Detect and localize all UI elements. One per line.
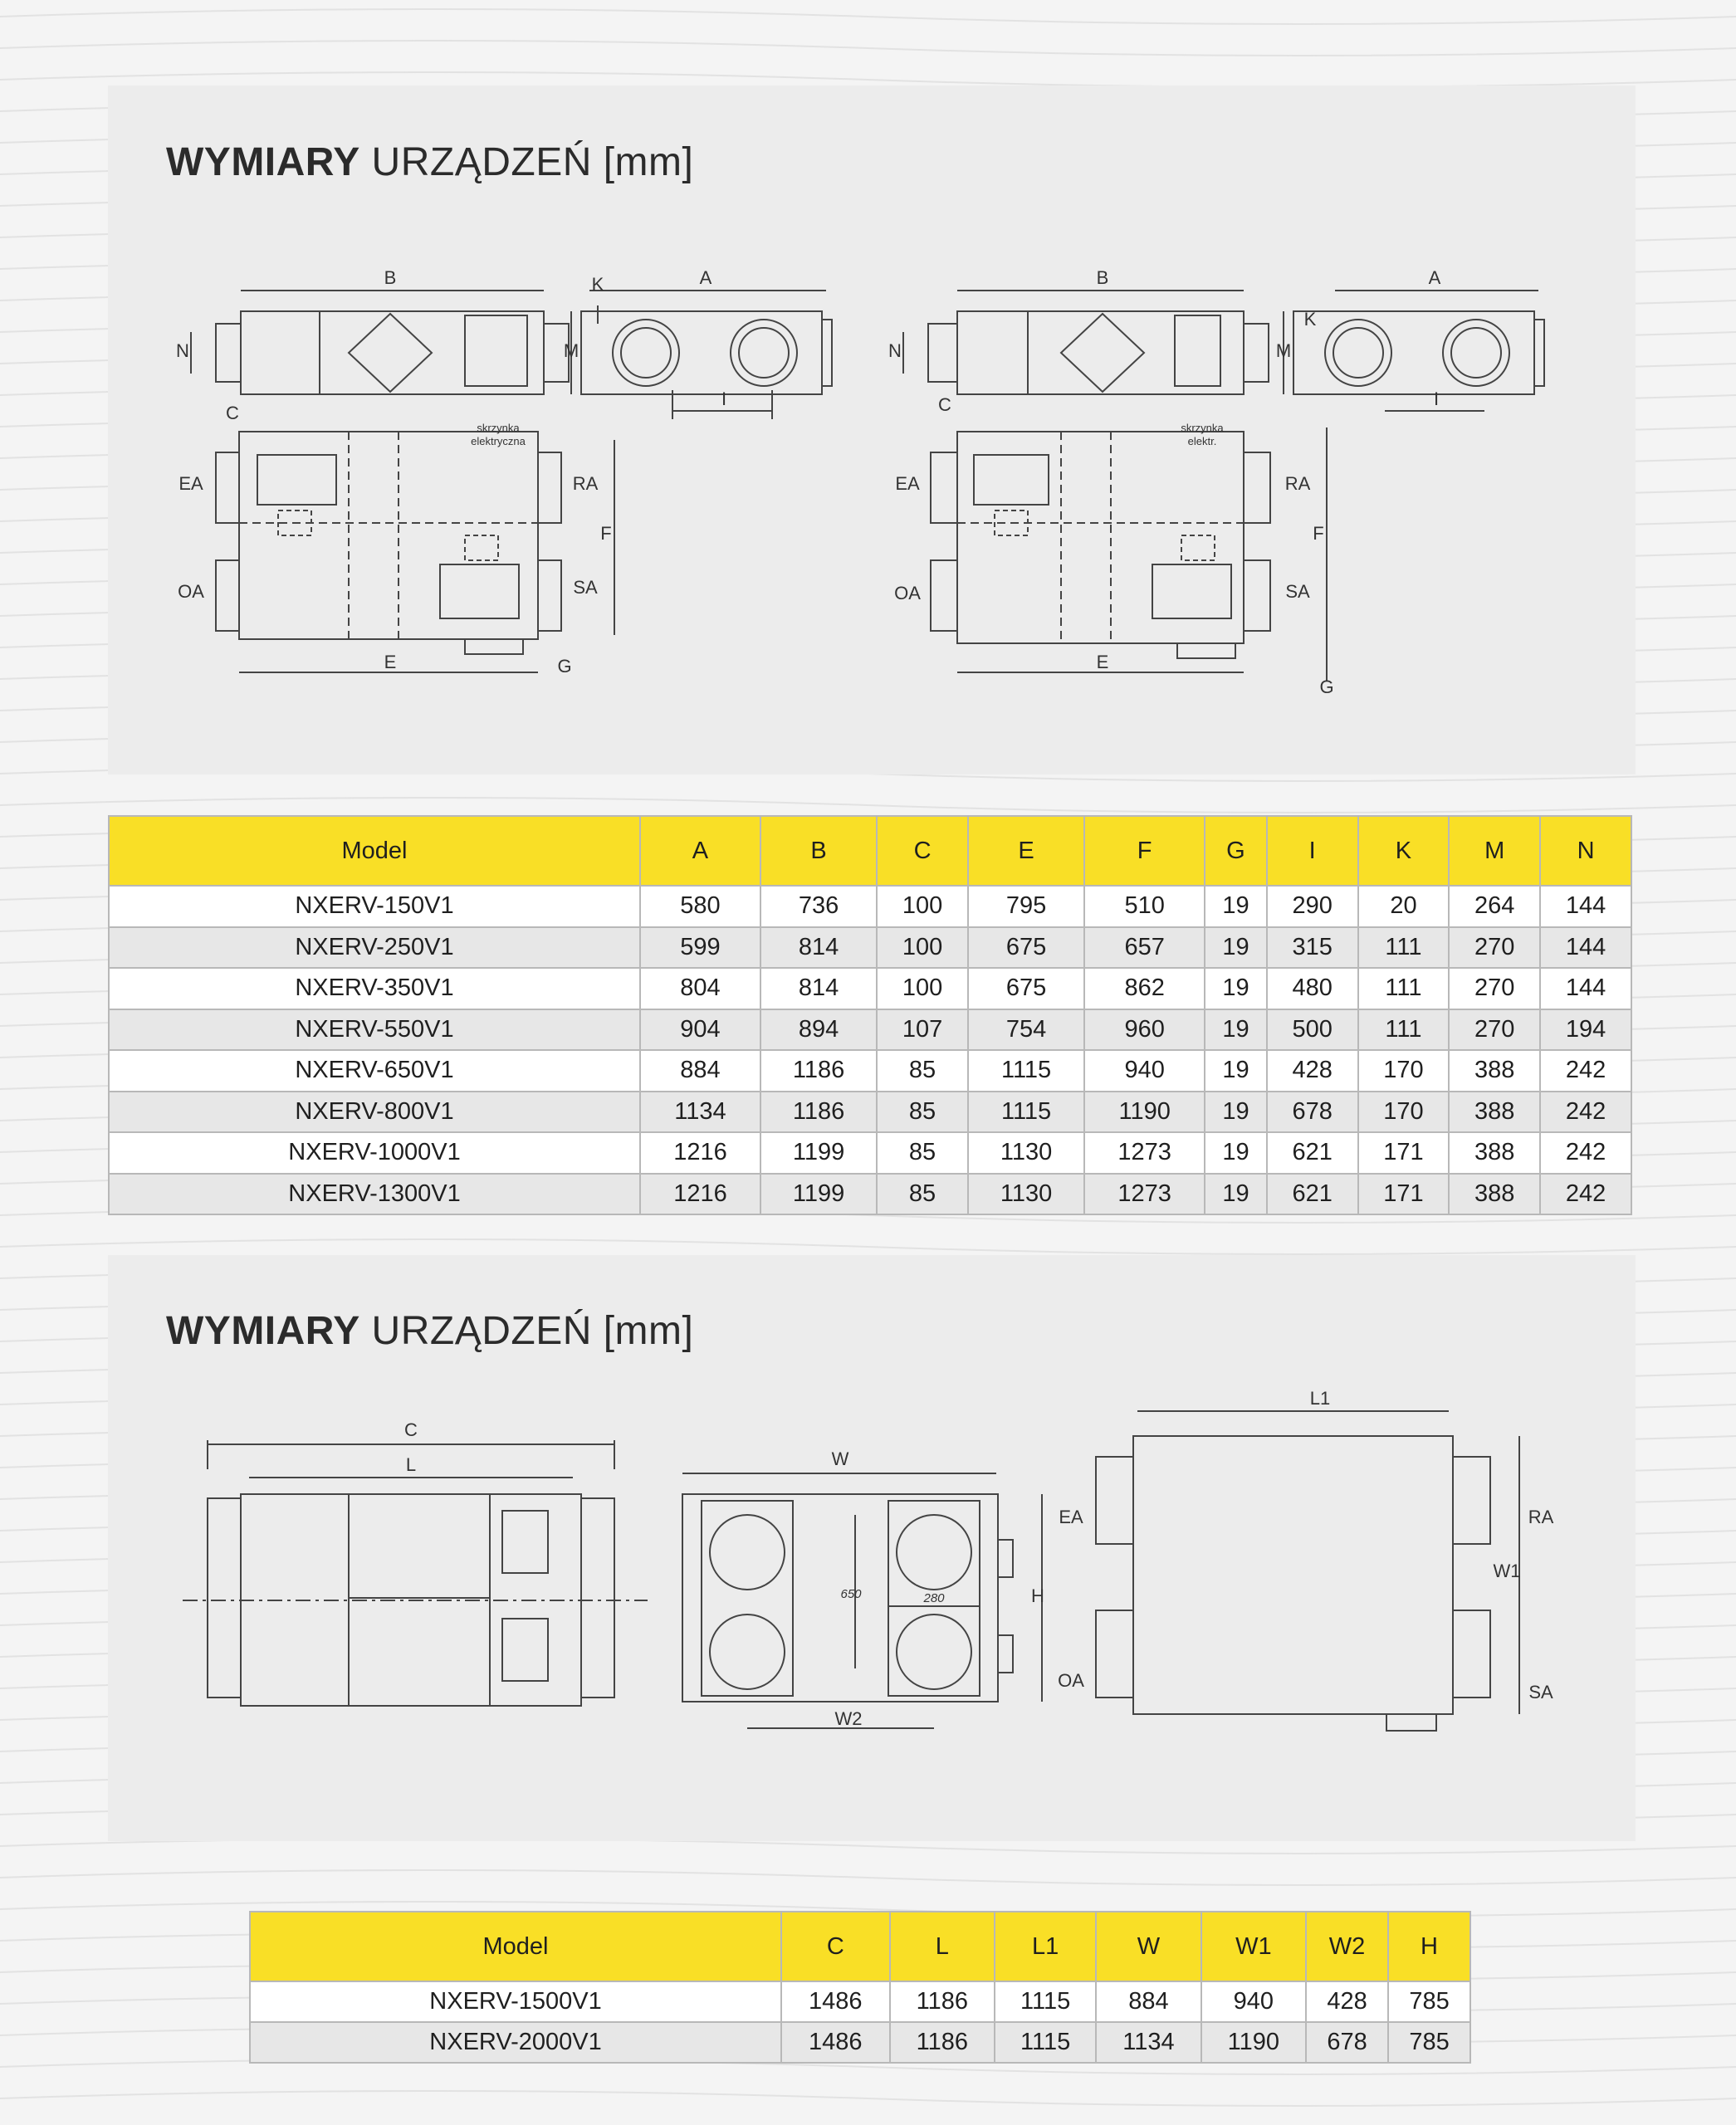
header-a: A [640, 816, 760, 886]
dim-label-e: E [1096, 652, 1109, 672]
dim-label-g: G [1319, 677, 1334, 697]
dim-label-f: F [600, 523, 612, 544]
unit-drawing-large-end [664, 1436, 1054, 1743]
value-cell: 884 [640, 1050, 760, 1092]
model-cell: NXERV-350V1 [109, 968, 640, 1009]
header-f: F [1084, 816, 1205, 886]
value-cell: 242 [1540, 1050, 1631, 1092]
dimensions-table-small-units [108, 815, 1632, 1215]
table-row [109, 927, 1631, 969]
value-cell: 388 [1449, 1174, 1540, 1215]
electrical-box-label-1: skrzynka [1181, 422, 1224, 434]
value-cell: 85 [877, 1174, 968, 1215]
header-w1: W1 [1201, 1912, 1306, 1981]
model-cell: NXERV-250V1 [109, 927, 640, 969]
value-cell: 100 [877, 886, 968, 927]
value-cell: 171 [1358, 1174, 1450, 1215]
value-cell: 960 [1084, 1009, 1205, 1051]
value-cell: 194 [1540, 1009, 1631, 1051]
port-label-oa: OA [1058, 1670, 1084, 1691]
value-cell: 1186 [890, 1981, 995, 2022]
value-cell: 1199 [760, 1132, 877, 1174]
header-m: M [1449, 816, 1540, 886]
value-cell: 111 [1358, 968, 1450, 1009]
value-cell: 20 [1358, 886, 1450, 927]
value-cell: 1273 [1084, 1174, 1205, 1215]
value-cell: 1115 [968, 1092, 1084, 1133]
value-cell: 580 [640, 886, 760, 927]
value-cell: 19 [1205, 968, 1267, 1009]
table-row [109, 968, 1631, 1009]
dim-label-650: 650 [840, 1587, 862, 1601]
value-cell: 242 [1540, 1132, 1631, 1174]
value-cell: 100 [877, 927, 968, 969]
value-cell: 144 [1540, 927, 1631, 969]
table-row [250, 2022, 1470, 2063]
header-l1: L1 [995, 1912, 1096, 1981]
section-title-top: WYMIARY URZĄDZEŃ [mm] [166, 140, 694, 184]
value-cell: 1186 [760, 1092, 877, 1133]
table-header-row [250, 1912, 1470, 1981]
value-cell: 754 [968, 1009, 1084, 1051]
background-line [0, 798, 1736, 813]
header-i: I [1267, 816, 1358, 886]
model-cell: NXERV-1300V1 [109, 1174, 640, 1215]
model-cell: NXERV-550V1 [109, 1009, 640, 1051]
model-cell: NXERV-2000V1 [250, 2022, 781, 2063]
dim-label-280: 280 [923, 1591, 945, 1605]
value-cell: 1186 [890, 2022, 995, 2063]
section-title-bottom: WYMIARY URZĄDZEŃ [mm] [166, 1309, 694, 1353]
background-line [0, 9, 1736, 24]
value-cell: 814 [760, 927, 877, 969]
port-label-sa: SA [573, 577, 598, 598]
dim-label-k: K [1303, 309, 1317, 330]
value-cell: 678 [1267, 1092, 1358, 1133]
port-label-ra: RA [572, 473, 599, 494]
table-row [109, 1092, 1631, 1133]
value-cell: 19 [1205, 1174, 1267, 1215]
value-cell: 785 [1388, 2022, 1470, 2063]
value-cell: 894 [760, 1009, 877, 1051]
model-cell: NXERV-800V1 [109, 1092, 640, 1133]
table-header-row [109, 816, 1631, 886]
value-cell: 862 [1084, 968, 1205, 1009]
value-cell: 242 [1540, 1092, 1631, 1133]
port-label-ea: EA [895, 473, 920, 494]
table-row [109, 1132, 1631, 1174]
table-row [250, 1981, 1470, 2022]
value-cell: 428 [1306, 1981, 1388, 2022]
dim-label-i: I [721, 388, 727, 409]
value-cell: 1134 [640, 1092, 760, 1133]
value-cell: 19 [1205, 1050, 1267, 1092]
value-cell: 1115 [968, 1050, 1084, 1092]
table-row [109, 886, 1631, 927]
value-cell: 144 [1540, 968, 1631, 1009]
dim-label-w2: W2 [834, 1708, 863, 1729]
value-cell: 480 [1267, 968, 1358, 1009]
value-cell: 1130 [968, 1132, 1084, 1174]
value-cell: 621 [1267, 1132, 1358, 1174]
value-cell: 814 [760, 968, 877, 1009]
header-n: N [1540, 816, 1631, 886]
value-cell: 1190 [1084, 1092, 1205, 1133]
value-cell: 1216 [640, 1132, 760, 1174]
value-cell: 795 [968, 886, 1084, 927]
value-cell: 1486 [781, 1981, 890, 2022]
dim-label-m: M [1275, 340, 1292, 361]
electrical-box-label-2: elektryczna [471, 435, 526, 447]
value-cell: 678 [1306, 2022, 1388, 2063]
header-model: Model [109, 816, 640, 886]
value-cell: 904 [640, 1009, 760, 1051]
header-k: K [1358, 816, 1450, 886]
dim-label-l: L [405, 1454, 417, 1475]
table-row [109, 1174, 1631, 1215]
dim-label-g: G [557, 656, 572, 677]
header-l: L [890, 1912, 995, 1981]
value-cell: 940 [1201, 1981, 1306, 2022]
port-label-oa: OA [894, 583, 921, 603]
dim-label-w1: W1 [1493, 1561, 1521, 1581]
unit-drawing-large-plan [1046, 1378, 1577, 1776]
value-cell: 19 [1205, 1009, 1267, 1051]
value-cell: 388 [1449, 1092, 1540, 1133]
port-label-sa: SA [1528, 1682, 1553, 1702]
value-cell: 144 [1540, 886, 1631, 927]
value-cell: 1115 [995, 1981, 1096, 2022]
dim-label-a: A [1428, 267, 1441, 288]
model-cell: NXERV-1000V1 [109, 1132, 640, 1174]
dim-label-k: K [591, 274, 604, 295]
value-cell: 270 [1449, 927, 1540, 969]
value-cell: 940 [1084, 1050, 1205, 1092]
background-line [0, 2091, 1736, 2106]
value-cell: 100 [877, 968, 968, 1009]
dim-label-l1: L1 [1309, 1388, 1331, 1409]
value-cell: 85 [877, 1132, 968, 1174]
dim-label-m: M [563, 340, 579, 361]
header-w: W [1096, 1912, 1201, 1981]
port-label-ra: RA [1528, 1507, 1554, 1527]
dimensions-table-large-units [249, 1911, 1471, 2064]
unit-drawing-left [166, 266, 847, 697]
dim-label-h: H [1031, 1585, 1044, 1606]
model-cell: NXERV-1500V1 [250, 1981, 781, 2022]
value-cell: 19 [1205, 1092, 1267, 1133]
value-cell: 170 [1358, 1050, 1450, 1092]
dim-label-f: F [1313, 523, 1324, 544]
value-cell: 107 [877, 1009, 968, 1051]
background-line [0, 1239, 1736, 1254]
header-c: C [781, 1912, 890, 1981]
value-cell: 1273 [1084, 1132, 1205, 1174]
value-cell: 500 [1267, 1009, 1358, 1051]
header-g: G [1205, 816, 1267, 886]
value-cell: 242 [1540, 1174, 1631, 1215]
value-cell: 1486 [781, 2022, 890, 2063]
header-w2: W2 [1306, 1912, 1388, 1981]
value-cell: 19 [1205, 927, 1267, 969]
port-label-ea: EA [1059, 1507, 1083, 1527]
header-c: C [877, 816, 968, 886]
header-e: E [968, 816, 1084, 886]
dim-label-i: I [1433, 388, 1440, 409]
dim-label-c: C [938, 394, 951, 415]
port-label-ra: RA [1284, 473, 1311, 494]
value-cell: 85 [877, 1092, 968, 1133]
value-cell: 1134 [1096, 2022, 1201, 2063]
value-cell: 264 [1449, 886, 1540, 927]
header-h: H [1388, 1912, 1470, 1981]
port-label-oa: OA [178, 581, 204, 602]
value-cell: 290 [1267, 886, 1358, 927]
port-label-ea: EA [178, 473, 203, 494]
value-cell: 19 [1205, 1132, 1267, 1174]
electrical-box-label-2: elektr. [1187, 435, 1217, 447]
table-row [109, 1050, 1631, 1092]
value-cell: 1190 [1201, 2022, 1306, 2063]
value-cell: 1216 [640, 1174, 760, 1215]
background-line [0, 1870, 1736, 1885]
value-cell: 1130 [968, 1174, 1084, 1215]
value-cell: 388 [1449, 1132, 1540, 1174]
dim-label-n: N [888, 340, 902, 361]
value-cell: 85 [877, 1050, 968, 1092]
dim-label-b: B [384, 267, 397, 288]
port-label-sa: SA [1285, 581, 1310, 602]
value-cell: 270 [1449, 968, 1540, 1009]
table-row [109, 1009, 1631, 1051]
header-b: B [760, 816, 877, 886]
dim-label-w: W [831, 1448, 849, 1469]
value-cell: 428 [1267, 1050, 1358, 1092]
value-cell: 170 [1358, 1092, 1450, 1133]
value-cell: 1186 [760, 1050, 877, 1092]
value-cell: 675 [968, 968, 1084, 1009]
value-cell: 270 [1449, 1009, 1540, 1051]
dim-label-e: E [384, 652, 397, 672]
value-cell: 171 [1358, 1132, 1450, 1174]
value-cell: 111 [1358, 927, 1450, 969]
background-line [0, 41, 1736, 56]
model-cell: NXERV-150V1 [109, 886, 640, 927]
dim-label-b: B [1096, 267, 1109, 288]
model-cell: NXERV-650V1 [109, 1050, 640, 1092]
dim-label-c: C [404, 1419, 418, 1440]
dim-label-c: C [226, 403, 239, 423]
value-cell: 621 [1267, 1174, 1358, 1215]
value-cell: 1115 [995, 2022, 1096, 2063]
unit-drawing-right [878, 266, 1559, 697]
value-cell: 1199 [760, 1174, 877, 1215]
value-cell: 675 [968, 927, 1084, 969]
value-cell: 804 [640, 968, 760, 1009]
value-cell: 736 [760, 886, 877, 927]
header-model: Model [250, 1912, 781, 1981]
value-cell: 884 [1096, 1981, 1201, 2022]
dim-label-n: N [176, 340, 189, 361]
value-cell: 19 [1205, 886, 1267, 927]
value-cell: 785 [1388, 1981, 1470, 2022]
value-cell: 599 [640, 927, 760, 969]
dim-label-a: A [699, 267, 712, 288]
value-cell: 657 [1084, 927, 1205, 969]
value-cell: 388 [1449, 1050, 1540, 1092]
value-cell: 111 [1358, 1009, 1450, 1051]
unit-drawing-large-front [174, 1411, 656, 1727]
electrical-box-label-1: skrzynka [477, 422, 520, 434]
value-cell: 510 [1084, 886, 1205, 927]
value-cell: 315 [1267, 927, 1358, 969]
